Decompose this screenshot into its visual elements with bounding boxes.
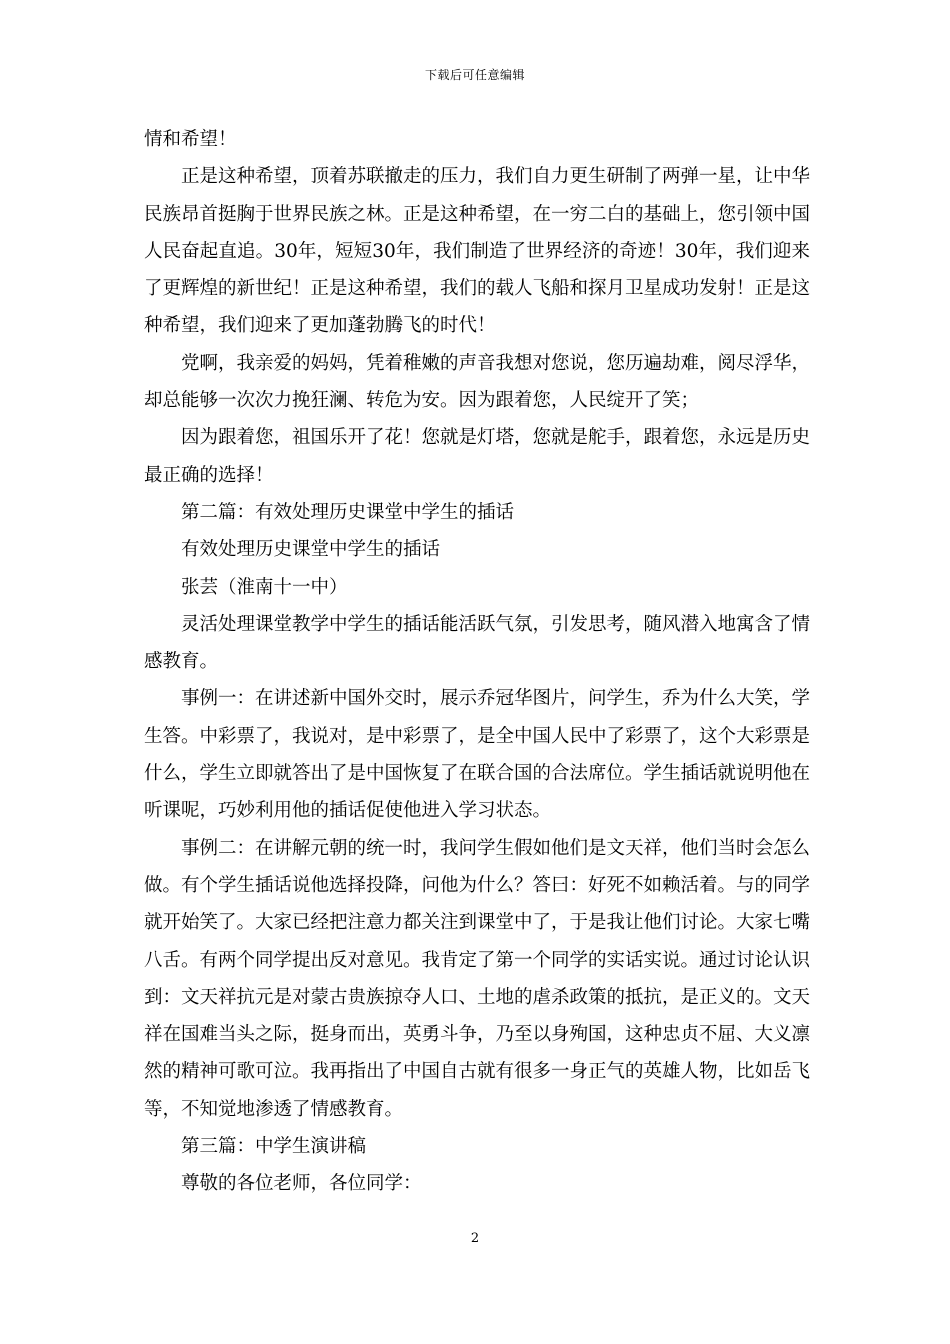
paragraph: 事例一：在讲述新中国外交时，展示乔冠华图片，问学生，乔为什么大笑，学生答。中彩票了，我说对，是中彩票了，是全中国人民中了彩票了，这个大彩票是什么，学生立即就答出了是中国恢复了在联合国的合法席位。学生插话就说明他在听课呢，巧妙利用他的插话促使他进入学习状态。 [144,688,811,822]
section-heading: 第二篇：有效处理历史课堂中学生的插话 [181,501,515,523]
page-number: 2 [470,1231,480,1246]
paragraph: 正是这种希望，顶着苏联撤走的压力，我们自力更生研制了两弹一星，让中华民族昂首挺胸于世界民族之林。正是这种希望，在一穷二白的基础上，您引领中国人民奋起直追。30年，短短30年，我们制造了世界经济的奇迹！30年，我们迎来了更辉煌的新世纪！正是这种希望，我们的载人飞船和探月卫星成功发射！正是这种希望，我们迎来了更加蓬勃腾飞的时代！ [144,166,811,337]
page-header: 下载后可任意编辑 [424,68,525,82]
article-title: 有效处理历史课堂中学生的插话 [181,539,441,561]
author-line: 张芸（淮南十一中） [181,576,348,598]
paragraph: 事例二：在讲解元朝的统一时，我问学生假如他们是文天祥，他们当时会怎么做。有个学生插话说他选择投降，问他为什么？答曰：好死不如赖活着。与的同学就开始笑了。大家已经把注意力都关注到课堂中了，于是我让他们讨论。大家七嘴八舌。有两个同学提出反对意见。我肯定了第一个同学的实话实说。通过讨论认识到：文天祥抗元是对蒙古贵族掠夺人口、土地的虐杀政策的抵抗，是正义的。文天祥在国难当头之际，挺身而出，英勇斗争，乃至以身殉国，这种忠贞不屈、大义凛然的精神可歌可泣。我再指出了中国自古就有很多一身正气的英雄人物，比如岳飞等，不知觉地渗透了情感教育。 [144,837,811,1120]
paragraph: 党啊，我亲爱的妈妈，凭着稚嫩的声音我想对您说，您历遍劫难，阅尽浮华，却总能够一次次力挽狂澜、转危为安。因为跟着您，人民绽开了笑； [144,352,811,412]
paragraph-continuation: 情和希望！ [144,129,237,150]
section-heading: 第三篇：中学生演讲稿 [181,1136,367,1158]
paragraph: 因为跟着您，祖国乐开了花！您就是灯塔，您就是舵手，跟着您，永远是历史最正确的选择！ [144,427,811,486]
salutation: 尊敬的各位老师，各位同学： [181,1173,422,1195]
paragraph: 灵活处理课堂教学中学生的插话能活跃气氛，引发思考，随风潜入地寓含了情感教育。 [144,613,811,673]
document-body [144,121,810,1203]
